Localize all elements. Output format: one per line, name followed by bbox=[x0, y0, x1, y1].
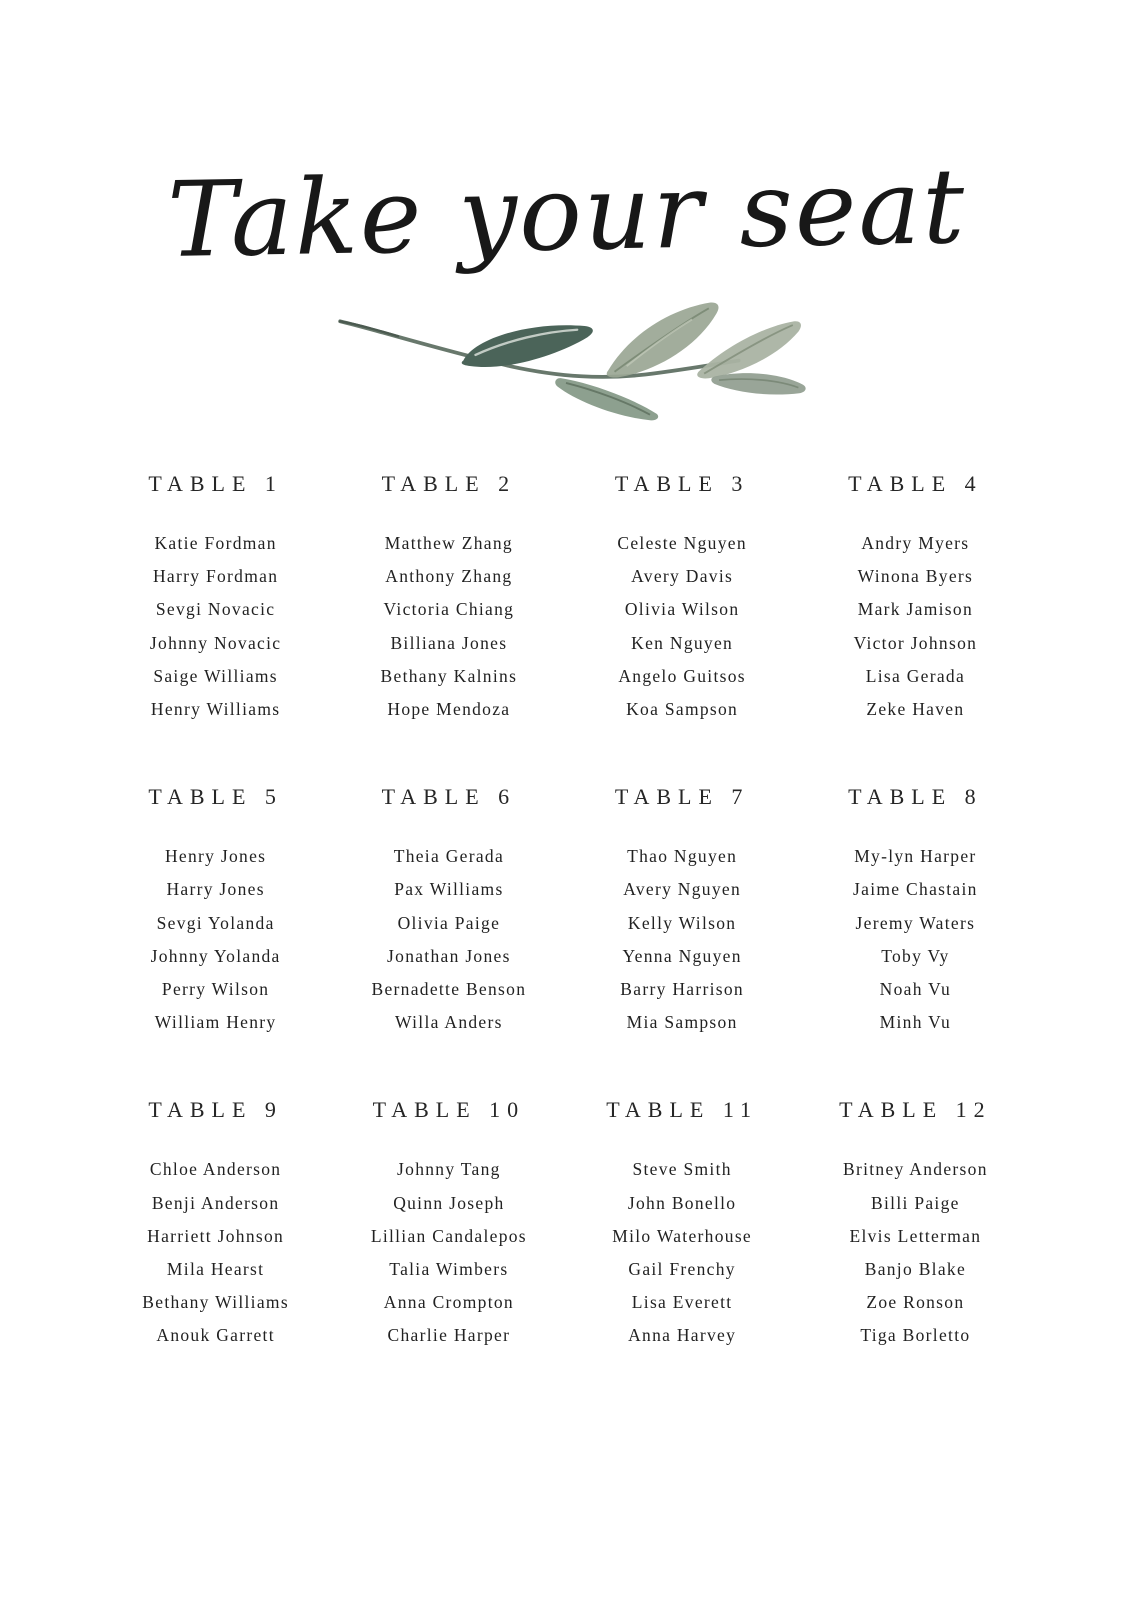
guest-name: Henry Jones bbox=[164, 846, 267, 867]
tables-grid bbox=[0, 429, 1131, 1353]
guest-name: Talia Wimbers bbox=[389, 1259, 509, 1280]
guest-name: Henry Williams bbox=[150, 699, 281, 720]
guest-name: Steve Smith bbox=[632, 1159, 732, 1180]
table-card bbox=[808, 1097, 1023, 1352]
guest-name: Olivia Paige bbox=[397, 912, 501, 933]
guest-name: Katie Fordman bbox=[154, 533, 277, 553]
guest-list bbox=[808, 1153, 1023, 1352]
guest-name: Lisa Everett bbox=[631, 1292, 733, 1313]
guest-name: Toby Vy bbox=[881, 945, 950, 966]
guest-name: Billiana Jones bbox=[390, 632, 508, 653]
guest-name: Saige Williams bbox=[153, 665, 278, 686]
guest-name: Johnny Yolanda bbox=[150, 945, 281, 966]
guest-name: Milo Waterhouse bbox=[612, 1225, 752, 1246]
guest-list bbox=[108, 527, 323, 726]
guest-name: Anna Harvey bbox=[628, 1325, 737, 1346]
guest-list bbox=[108, 840, 323, 1039]
guest-name: Bernadette Benson bbox=[371, 979, 527, 1000]
table-title: TABLE 1 bbox=[148, 471, 283, 496]
eucalyptus-branch-icon bbox=[316, 284, 816, 424]
guest-name: Olivia Wilson bbox=[624, 599, 740, 620]
guest-list bbox=[808, 527, 1023, 726]
table-title: TABLE 5 bbox=[148, 784, 283, 810]
guest-list bbox=[575, 840, 790, 1039]
table-title: TABLE 6 bbox=[381, 784, 517, 810]
guest-name: Anouk Garrett bbox=[156, 1325, 275, 1346]
guest-name: Matthew Zhang bbox=[384, 533, 513, 553]
table-card bbox=[108, 1097, 323, 1352]
guest-name: Harry Fordman bbox=[152, 566, 279, 587]
table-card bbox=[575, 1097, 790, 1352]
guest-name: Anthony Zhang bbox=[385, 566, 513, 587]
table-title: TABLE 9 bbox=[148, 1097, 283, 1123]
guest-name: Bethany Williams bbox=[142, 1292, 289, 1313]
page-title: Take your seat bbox=[166, 145, 968, 281]
table-card bbox=[575, 784, 790, 1039]
branch-decoration-container bbox=[306, 284, 826, 429]
guest-list bbox=[108, 1153, 323, 1352]
table-title: TABLE 4 bbox=[848, 471, 983, 496]
guest-list bbox=[808, 840, 1023, 1039]
guest-name: My-lyn Harper bbox=[854, 846, 977, 867]
guest-name: Gail Frenchy bbox=[628, 1259, 736, 1280]
guest-name: Zeke Haven bbox=[866, 699, 965, 720]
guest-name: Willa Anders bbox=[395, 1012, 503, 1033]
guest-list bbox=[341, 1153, 556, 1352]
guest-name: Kelly Wilson bbox=[627, 912, 737, 933]
guest-name: Yenna Nguyen bbox=[622, 945, 742, 966]
guest-name: Andry Myers bbox=[861, 533, 970, 553]
guest-name: Thao Nguyen bbox=[627, 846, 738, 867]
guest-list bbox=[341, 527, 556, 726]
guest-name: John Bonello bbox=[627, 1192, 737, 1213]
guest-name: Chloe Anderson bbox=[149, 1159, 282, 1180]
guest-name: Jaime Chastain bbox=[853, 879, 978, 900]
guest-name: Barry Harrison bbox=[620, 979, 744, 1000]
guest-list bbox=[341, 840, 556, 1039]
guest-name: Harriett Johnson bbox=[147, 1225, 285, 1246]
table-title: TABLE 2 bbox=[381, 471, 517, 496]
guest-name: Elvis Letterman bbox=[849, 1225, 982, 1246]
table-card bbox=[808, 784, 1023, 1039]
guest-name: Mark Jamison bbox=[857, 599, 973, 620]
guest-name: Billi Paige bbox=[871, 1192, 960, 1213]
table-card bbox=[575, 471, 790, 726]
table-card bbox=[341, 1097, 556, 1352]
guest-name: Theia Gerada bbox=[393, 846, 505, 867]
guest-name: Avery Davis bbox=[631, 566, 734, 587]
guest-name: Johnny Novacic bbox=[149, 632, 282, 653]
guest-name: Victor Johnson bbox=[853, 632, 978, 653]
guest-name: Harry Jones bbox=[166, 879, 265, 900]
guest-name: Tiga Borletto bbox=[860, 1325, 971, 1346]
guest-name: Mila Hearst bbox=[166, 1259, 265, 1280]
guest-name: Johnny Tang bbox=[397, 1159, 501, 1180]
guest-name: Angelo Guitsos bbox=[618, 665, 746, 686]
guest-name: Anna Crompton bbox=[383, 1292, 514, 1313]
guest-name: Perry Wilson bbox=[161, 979, 270, 1000]
guest-name: Sevgi Yolanda bbox=[156, 912, 275, 933]
guest-list bbox=[575, 527, 790, 726]
table-title: TABLE 11 bbox=[606, 1097, 759, 1123]
guest-name: Quinn Joseph bbox=[393, 1192, 505, 1213]
table-title: TABLE 3 bbox=[614, 471, 750, 496]
guest-name: Celeste Nguyen bbox=[617, 533, 747, 553]
guest-name: Jeremy Waters bbox=[855, 912, 976, 933]
guest-name: Minh Vu bbox=[879, 1012, 952, 1033]
guest-name: Avery Nguyen bbox=[623, 879, 742, 900]
table-card bbox=[108, 471, 323, 726]
guest-name: Ken Nguyen bbox=[631, 632, 734, 653]
guest-name: William Henry bbox=[154, 1012, 277, 1033]
guest-name: Koa Sampson bbox=[626, 699, 739, 720]
guest-name: Britney Anderson bbox=[843, 1159, 988, 1180]
guest-name: Bethany Kalnins bbox=[380, 665, 518, 686]
guest-name: Mia Sampson bbox=[626, 1012, 738, 1033]
guest-list bbox=[575, 1153, 790, 1352]
guest-name: Sevgi Novacic bbox=[155, 599, 276, 620]
guest-name: Charlie Harper bbox=[387, 1325, 511, 1346]
guest-name: Victoria Chiang bbox=[383, 599, 515, 620]
guest-name: Lisa Gerada bbox=[865, 665, 966, 686]
table-title: TABLE 10 bbox=[372, 1097, 526, 1123]
guest-name: Noah Vu bbox=[879, 979, 952, 1000]
guest-name: Banjo Blake bbox=[864, 1259, 967, 1280]
table-card bbox=[108, 784, 323, 1039]
guest-name: Jonathan Jones bbox=[387, 945, 511, 966]
guest-name: Hope Mendoza bbox=[387, 699, 511, 720]
table-title: TABLE 7 bbox=[614, 784, 750, 810]
table-card bbox=[808, 471, 1023, 726]
guest-name: Lillian Candalepos bbox=[370, 1225, 527, 1246]
guest-name: Winona Byers bbox=[857, 566, 974, 587]
table-title: TABLE 12 bbox=[839, 1097, 992, 1123]
guest-name: Pax Williams bbox=[394, 879, 504, 900]
table-card bbox=[341, 471, 556, 726]
guest-name: Zoe Ronson bbox=[866, 1292, 965, 1313]
guest-name: Benji Anderson bbox=[151, 1192, 280, 1213]
table-title: TABLE 8 bbox=[848, 784, 983, 810]
table-card bbox=[341, 784, 556, 1039]
